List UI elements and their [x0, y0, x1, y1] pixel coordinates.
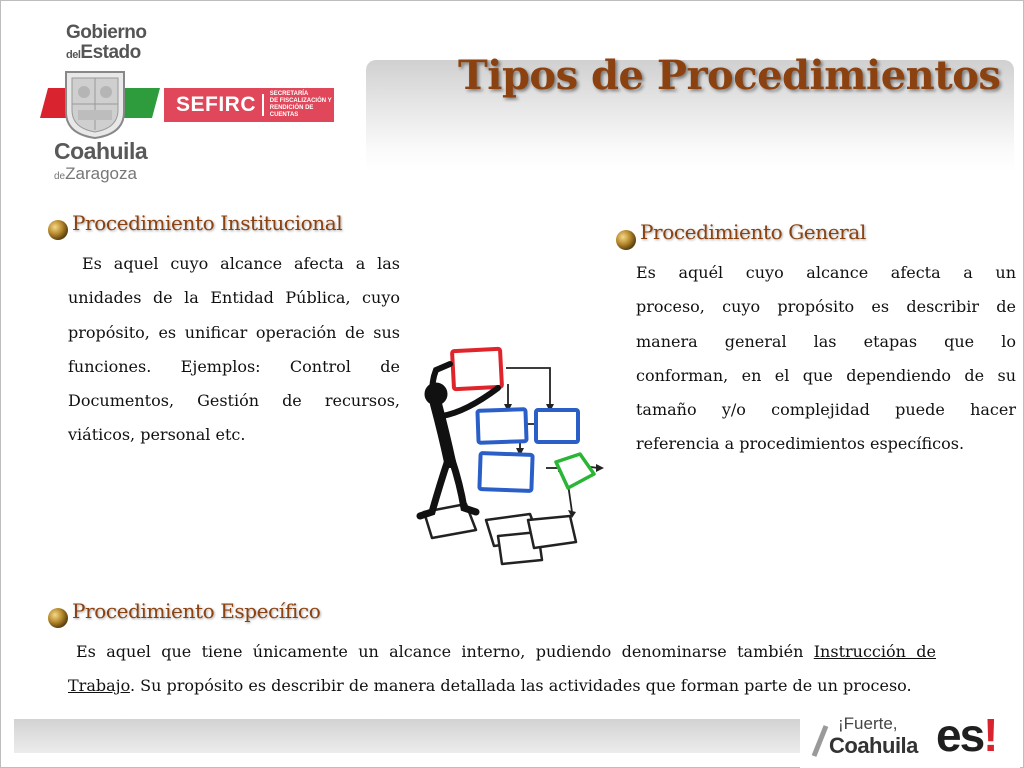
footer-fuerte-text: ¡Fuerte, — [838, 714, 898, 733]
coat-of-arms-seal-icon — [60, 68, 130, 140]
text-line: referencia a procedimientos específicos. — [636, 434, 965, 454]
text-line: proceso, cuyo propósito es describir de — [636, 297, 1016, 317]
sefirc-separator — [262, 94, 264, 116]
footer-coahuila-text: Coahuila — [829, 733, 918, 758]
text-line: conforman, en el que dependiendo de su — [636, 365, 1016, 385]
heading-especifico: Procedimiento Específico — [72, 599, 321, 623]
text-line: tamaño y/o complejidad puede hacer — [636, 400, 1016, 420]
underlined-term: Trabajo — [68, 676, 130, 696]
logo-coahuila-text: Coahuila — [54, 138, 148, 164]
text-line: Trabajo. Su propósito es describir de manera detallada las actividades que forman parte de un proceso. — [68, 676, 912, 696]
footer-es-text: es! — [936, 709, 997, 761]
gobierno-coahuila-logo — [36, 22, 336, 187]
logo-del-estado-text: delEstado — [66, 42, 141, 63]
footer-bar — [14, 719, 924, 753]
logo-zaragoza-text: deZaragoza — [54, 164, 137, 183]
sefirc-badge — [164, 88, 334, 122]
paragraph-institucional — [68, 247, 400, 453]
text-line: Documentos, Gestión de recursos, — [68, 391, 400, 411]
sefirc-subtitle: SECRETARÍA DE FISCALIZACIÓN Y RENDICIÓN DE CUENTAS — [269, 91, 332, 118]
heading-institucional: Procedimiento Institucional — [72, 211, 343, 235]
text-line: propósito, es unificar operación de sus — [68, 322, 400, 342]
underlined-term: Instrucción de — [813, 642, 936, 661]
bullet-ball-icon — [46, 218, 70, 242]
text-line: funciones. Ejemplos: Control de — [68, 356, 400, 376]
text-line: Es aquel que tiene únicamente un alcance interno, pudiendo denominarse también Instrucción de — [76, 642, 936, 661]
stick-figure-flowchart-icon — [410, 336, 622, 572]
text-line: Es aquél cuyo alcance afecta a un — [636, 263, 1016, 282]
bullet-ball-icon — [46, 606, 70, 630]
paragraph-especifico — [68, 635, 936, 704]
sefirc-name: SEFIRC — [176, 93, 257, 116]
text-line: Es aquel cuyo alcance afecta a las — [82, 254, 400, 273]
logo-gobierno-text: Gobierno — [66, 22, 147, 43]
page-title: Tipos de Procedimientos — [458, 52, 1001, 99]
bullet-ball-icon — [614, 228, 638, 252]
text-line: unidades de la Entidad Pública, cuyo — [68, 288, 400, 308]
paragraph-general — [636, 256, 1016, 462]
text-line: manera general las etapas que lo — [636, 331, 1016, 351]
text-line: viáticos, personal etc. — [68, 425, 246, 445]
heading-general: Procedimiento General — [640, 220, 866, 244]
